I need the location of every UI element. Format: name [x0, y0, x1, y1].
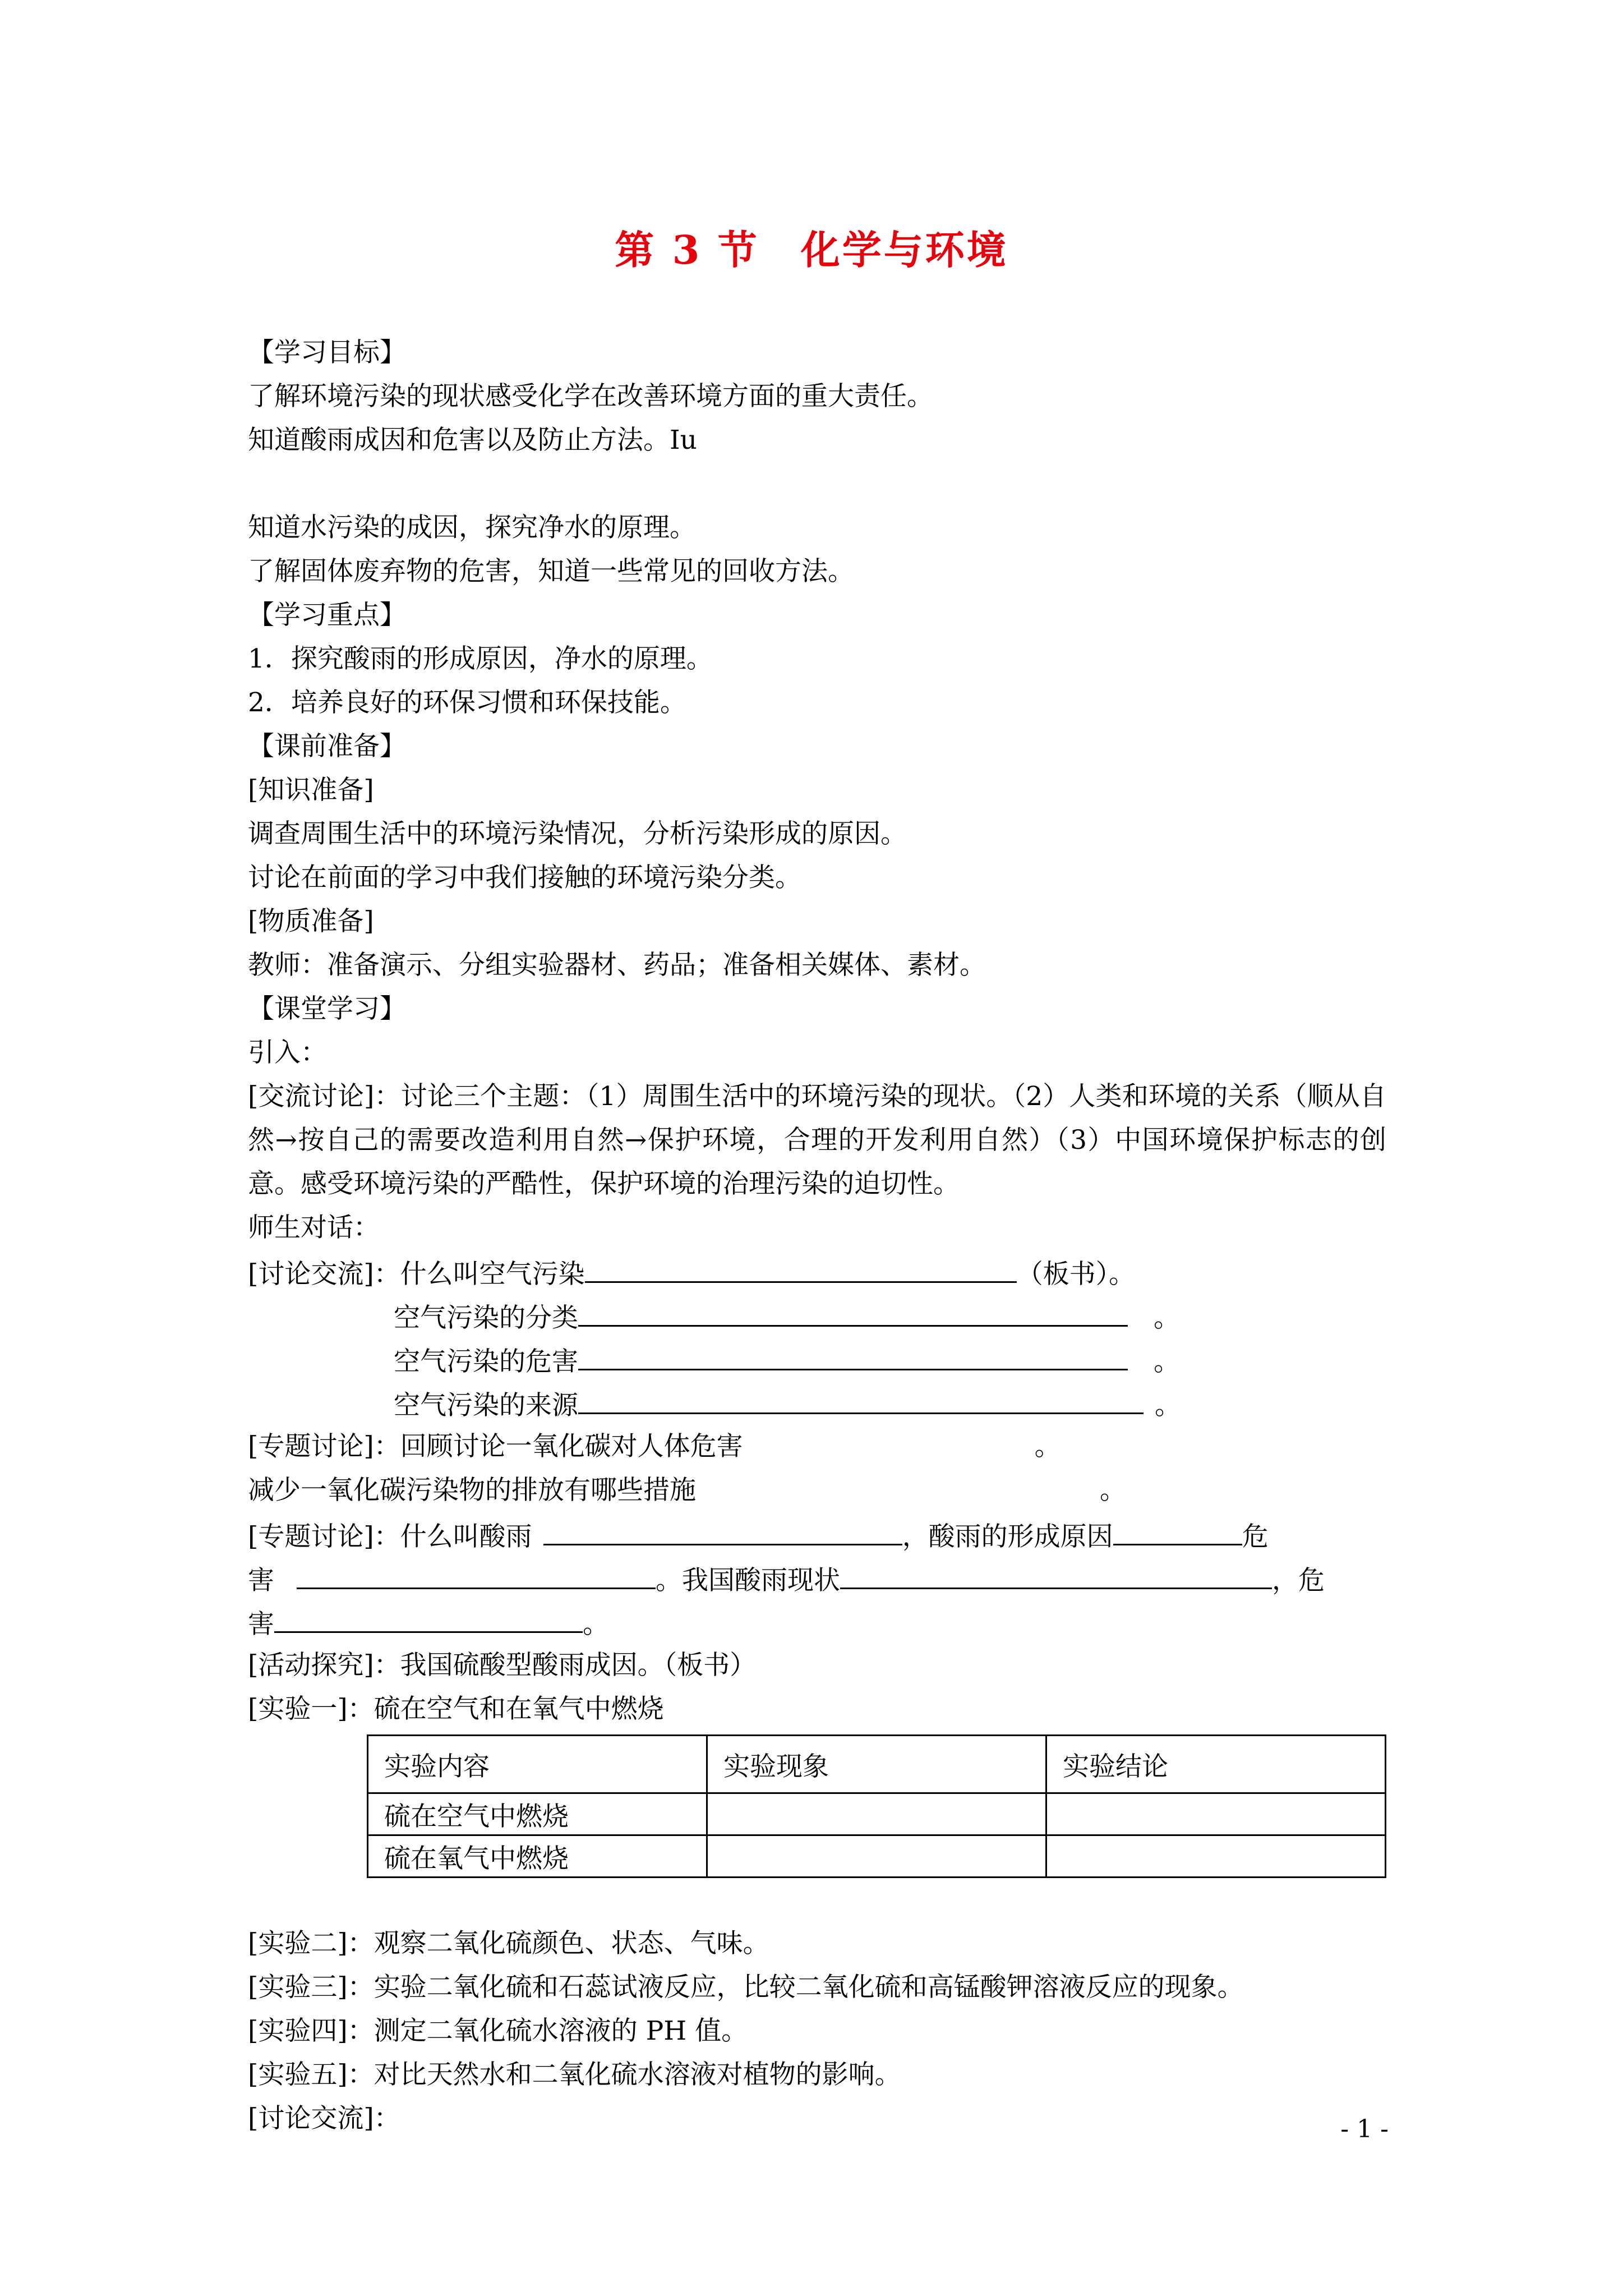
question-text: [专题讨论]：什么叫酸雨: [248, 1521, 532, 1552]
period: 。: [1154, 1346, 1180, 1377]
table-cell: 硫在空气中燃烧: [368, 1793, 707, 1835]
table-cell[interactable]: [1046, 1793, 1386, 1835]
table-header-cell: 实验内容: [368, 1736, 707, 1793]
dialog-heading: 师生对话：: [248, 1212, 380, 1243]
table-row: [368, 1835, 1386, 1878]
page-title: 第 3 节 化学与环境: [615, 227, 1008, 273]
question-air-pollution: [248, 1250, 1386, 1294]
discussion-paragraph: [交流讨论]：讨论三个主题：（1）周围生活中的环境污染的现状。（2）人类和环境的关系（顺从自然→按自己的需要改造利用自然→保护环境，合理的开发利用自然）（3）中国环境保护标志的创意。感受环境污染的严酷性，保护环境的治理污染的迫切性。: [248, 1081, 1386, 1199]
table-cell[interactable]: [1046, 1835, 1386, 1878]
question-text: [讨论交流]：什么叫空气污染: [248, 1259, 585, 1290]
question-text: 空气污染的危害: [394, 1346, 578, 1377]
objective-1: 了解环境污染的现状感受化学在改善环境方面的重大责任。: [248, 381, 933, 412]
period: 。: [583, 1609, 609, 1640]
experiment-3: [实验三]：实验二氧化硫和石蕊试液反应，比较二氧化硫和高锰酸钾溶液反应的现象。: [248, 1972, 1244, 2003]
period: 。: [1100, 1475, 1126, 1506]
section-heading-class: 【课堂学习】: [248, 993, 406, 1024]
answer-blank[interactable]: [578, 1337, 1128, 1370]
co-discussion-2: [248, 1469, 1386, 1512]
question-text: 。我国酸雨现状: [656, 1565, 840, 1596]
answer-blank[interactable]: [585, 1250, 1017, 1283]
period: 。: [1034, 1431, 1061, 1462]
section-heading-focus: 【学习重点】: [248, 600, 406, 631]
question-text: 空气污染的分类: [394, 1303, 578, 1333]
document-body: [248, 331, 1386, 2141]
question-text: [专题讨论]：回顾讨论一氧化碳对人体危害: [248, 1431, 743, 1462]
acid-rain-question-1: [248, 1512, 1386, 1556]
section-heading-objectives: 【学习目标】: [248, 337, 406, 368]
materials-1: 教师：准备演示、分组实验器材、药品；准备相关媒体、素材。: [248, 950, 986, 981]
answer-blank[interactable]: [578, 1294, 1128, 1327]
period: 。: [1154, 1303, 1180, 1333]
question-text: ，酸雨的形成原因: [902, 1521, 1113, 1552]
experiment-5: [实验五]：对比天然水和二氧化硫水溶液对植物的影响。: [248, 2059, 901, 2090]
objective-3: 知道水污染的成因，探究净水的原理。: [248, 512, 696, 543]
question-text: 空气污染的来源: [394, 1390, 578, 1421]
experiment-1: [实验一]：硫在空气和在氧气中燃烧: [248, 1694, 664, 1724]
experiment-table: [367, 1734, 1386, 1878]
objective-4: 了解固体废弃物的危害，知道一些常见的回收方法。: [248, 556, 854, 587]
blank-line: [248, 462, 1386, 506]
question-text: 危: [1242, 1521, 1269, 1552]
question-text: 减少一氧化碳污染物的排放有哪些措施: [248, 1475, 696, 1506]
question-suffix: （板书）。: [1016, 1259, 1136, 1290]
answer-blank[interactable]: [1113, 1512, 1242, 1545]
table-row: [368, 1793, 1386, 1835]
table-cell: 硫在氧气中燃烧: [368, 1835, 707, 1878]
table-header-cell: 实验现象: [707, 1736, 1046, 1793]
acid-rain-question-2: [248, 1556, 1386, 1600]
objective-2: 知道酸雨成因和危害以及防止方法。Iu: [248, 425, 697, 455]
question-text: ，危: [1272, 1565, 1325, 1596]
answer-blank[interactable]: [297, 1556, 656, 1589]
acid-rain-question-3: [248, 1600, 1386, 1644]
question-source: [248, 1381, 1386, 1425]
table-cell[interactable]: [707, 1835, 1046, 1878]
answer-blank[interactable]: [578, 1381, 1144, 1414]
page-number: - 1 -: [1340, 2115, 1389, 2143]
answer-blank[interactable]: [274, 1600, 583, 1633]
experiment-4: [实验四]：测定二氧化硫水溶液的 PH 值。: [248, 2016, 748, 2046]
subheading-knowledge: [知识准备]: [248, 775, 374, 806]
knowledge-2: 讨论在前面的学习中我们接触的环境污染分类。: [248, 862, 801, 893]
answer-blank[interactable]: [543, 1512, 902, 1545]
question-harm: [248, 1337, 1386, 1381]
knowledge-1: 调查周围生活中的环境污染情况，分析污染形成的原因。: [248, 818, 907, 849]
question-text: 害: [248, 1609, 274, 1640]
discussion-end: [讨论交流]：: [248, 2103, 400, 2134]
question-classification: [248, 1294, 1386, 1337]
period: 。: [1155, 1390, 1181, 1421]
co-discussion-1: [248, 1425, 1386, 1469]
table-header-row: [368, 1736, 1386, 1793]
answer-blank[interactable]: [840, 1556, 1272, 1589]
blank-line: [248, 1878, 1386, 1922]
experiment-2: [实验二]：观察二氧化硫颜色、状态、气味。: [248, 1928, 769, 1959]
question-text: 害: [248, 1565, 274, 1596]
section-heading-preparation: 【课前准备】: [248, 731, 406, 762]
table-header-cell: 实验结论: [1046, 1736, 1386, 1793]
subheading-materials: [物质准备]: [248, 906, 374, 937]
intro: 引入：: [248, 1037, 327, 1068]
activity: [活动探究]：我国硫酸型酸雨成因。（板书）: [248, 1650, 757, 1681]
focus-2: 2．培养良好的环保习惯和环保技能。: [248, 687, 686, 718]
focus-1: 1．探究酸雨的形成原因，净水的原理。: [248, 643, 713, 674]
table-cell[interactable]: [707, 1793, 1046, 1835]
